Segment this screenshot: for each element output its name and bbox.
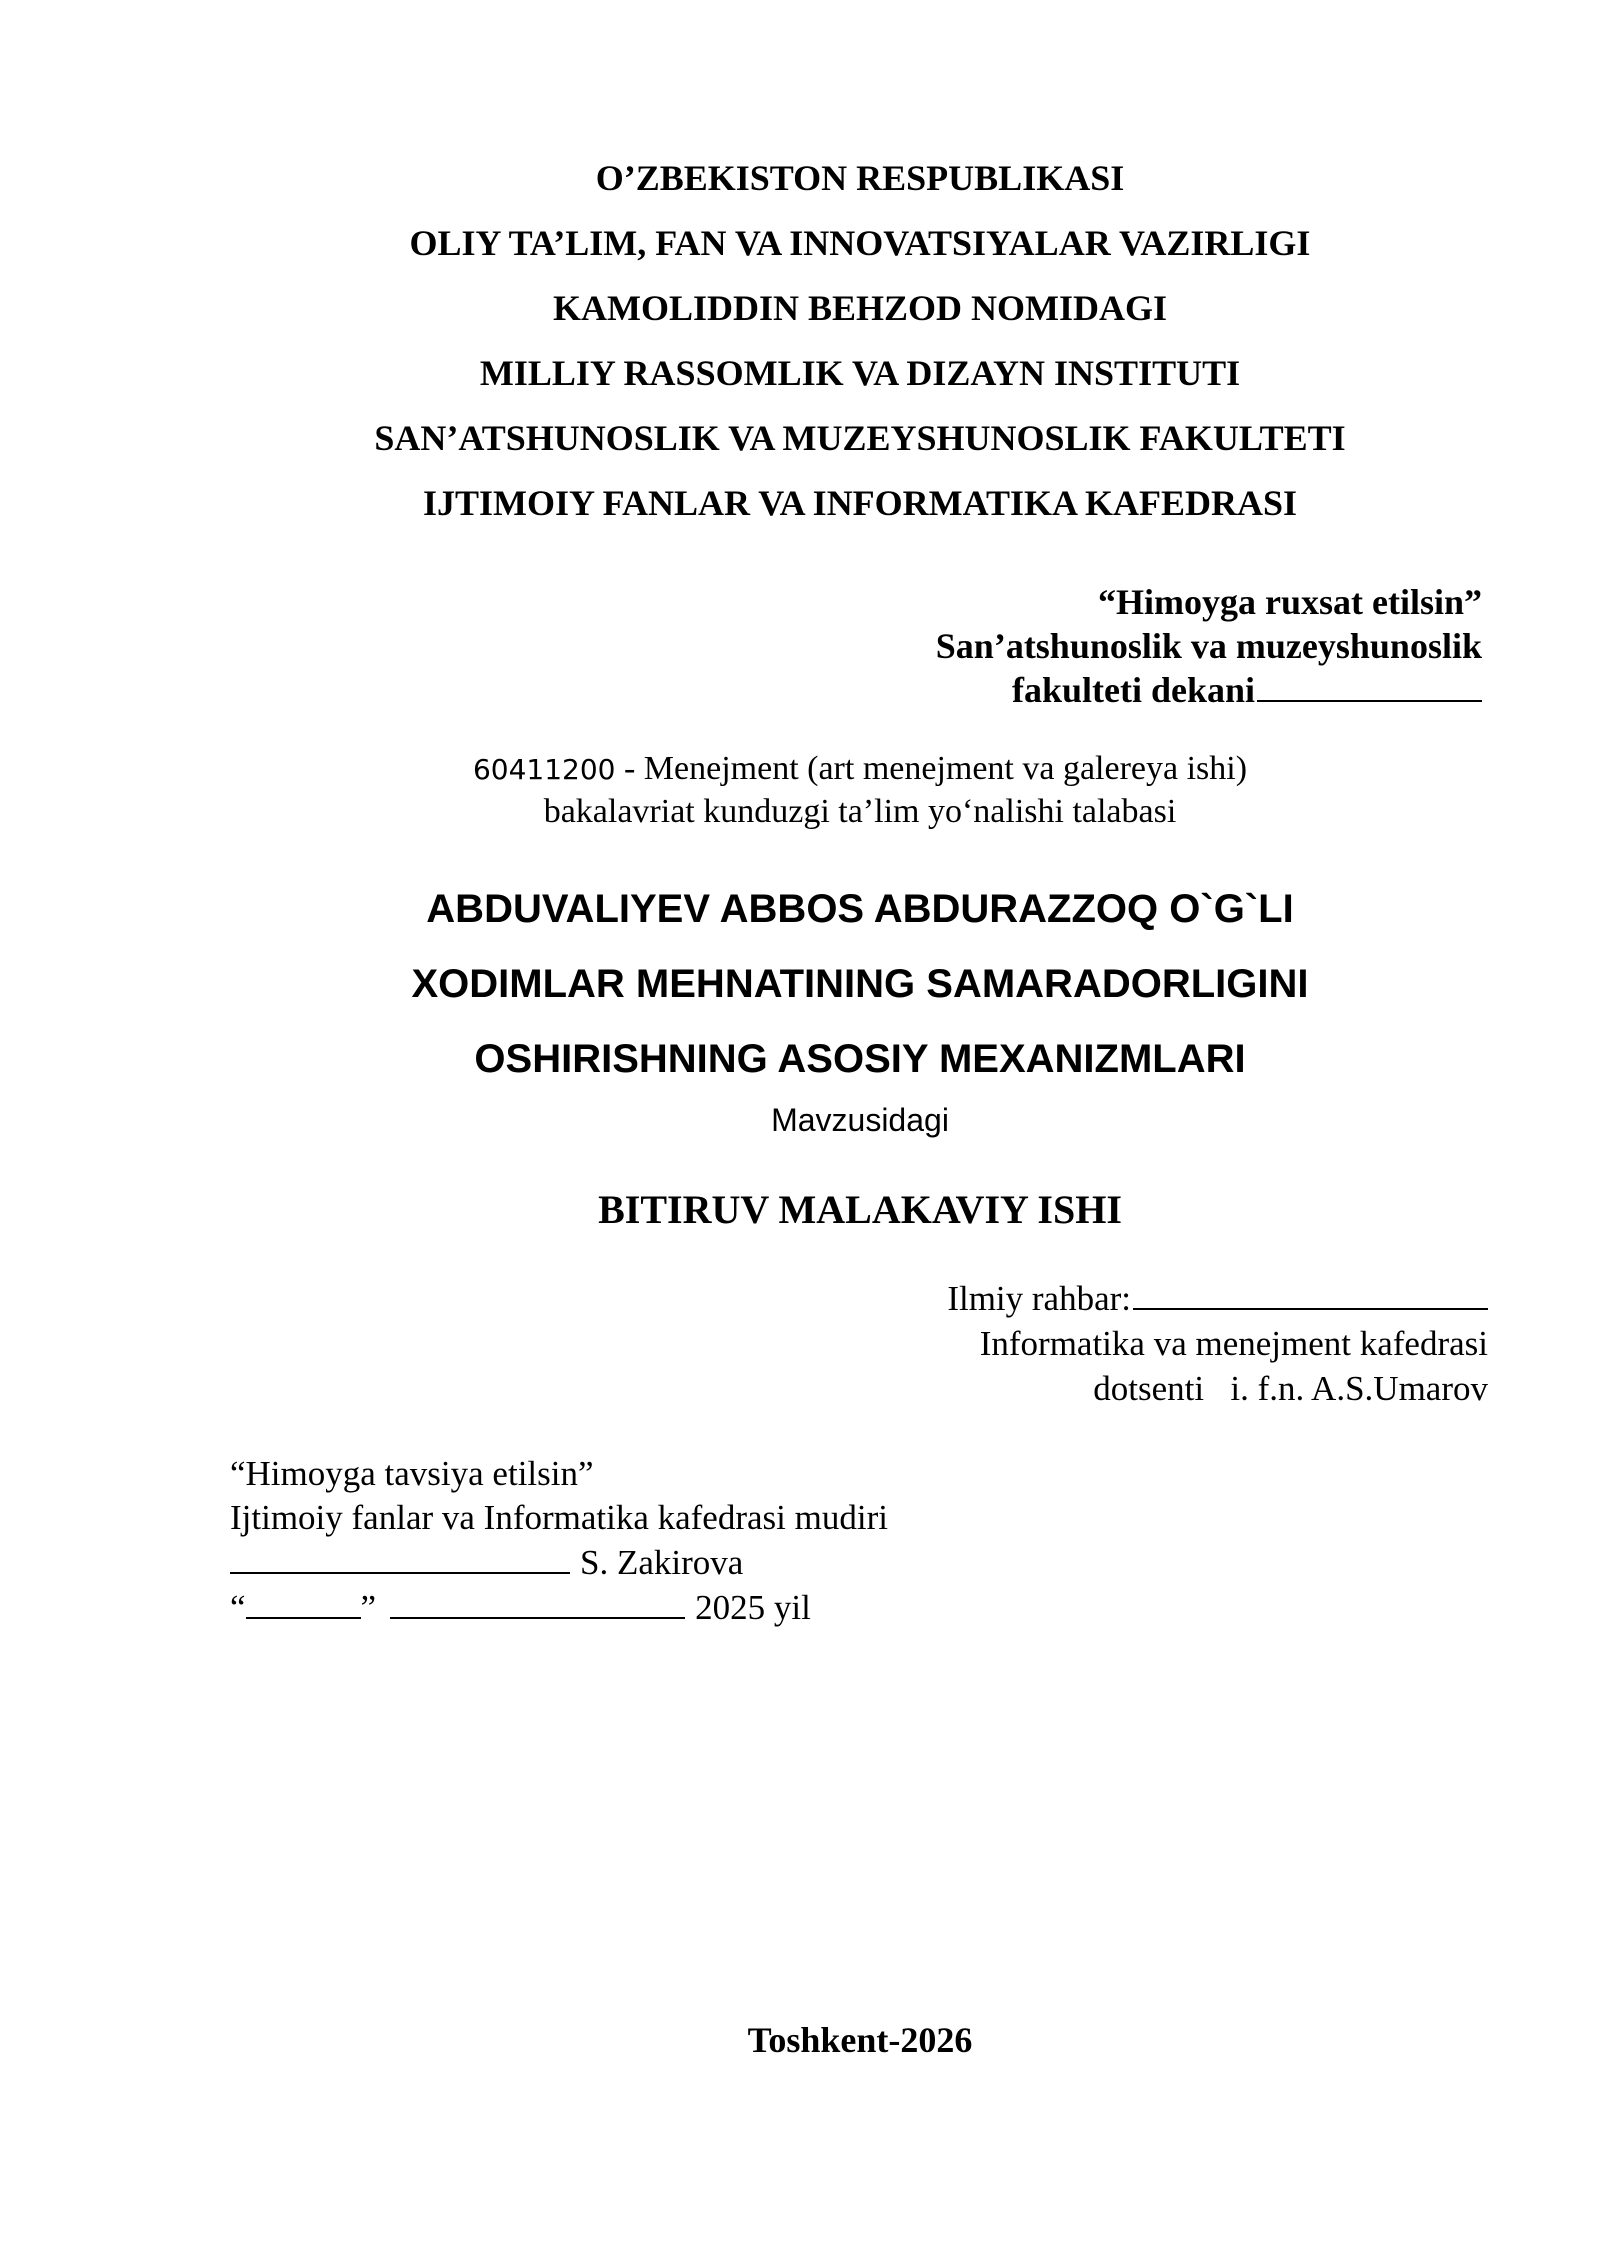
recommendation-date-row (230, 1585, 888, 1630)
header-faculty: SAN’ATSHUNOSLIK VA MUZEYSHUNOSLIK FAKULTETI (374, 418, 1346, 458)
topic-line-1: XODIMLAR MEHNATINING SAMARADORLIGINI (411, 962, 1309, 1006)
header-named-after: KAMOLIDDIN BEHZOD NOMIDAGI (552, 288, 1168, 328)
date-month-line (390, 1585, 685, 1619)
specialty-code: 60411200 (472, 753, 616, 786)
supervisor-info (947, 1276, 1488, 1411)
topic-line-2: OSHIRISHNING ASOSIY MEXANIZMLARI (474, 1037, 1246, 1081)
header-country: O’ZBEKISTON RESPUBLIKASI (595, 158, 1125, 198)
supervisor-signature-line (1133, 1276, 1488, 1310)
specialty-line (0, 748, 1600, 791)
supervisor-department: Informatika va menejment kafedrasi (979, 1324, 1488, 1363)
date-close-quote: ” (360, 1588, 377, 1627)
thesis-title-block (0, 872, 1600, 1097)
date-year: 2025 yil (695, 1588, 811, 1627)
header-ministry: OLIY TA’LIM, FAN VA INNOVATSIYALAR VAZIRLIGI (409, 223, 1311, 263)
topic-suffix: Mavzusidagi (771, 1102, 949, 1138)
date-day-line (246, 1585, 361, 1619)
supervisor-label: Ilmiy rahbar: (947, 1279, 1131, 1318)
supervisor-label-line (947, 1276, 1488, 1321)
approval-dean-line (936, 668, 1482, 712)
student-name: ABDUVALIYEV ABBOS ABDURAZZOQ O`G`LI (426, 887, 1294, 931)
approval-dean-label: fakulteti dekani (1011, 670, 1255, 710)
work-type-title: BITIRUV MALAKAVIY ISHI (598, 1187, 1122, 1232)
recommendation-head-title: Ijtimoiy fanlar va Informatika kafedrasi mudiri (230, 1498, 888, 1537)
department-recommendation (230, 1452, 888, 1630)
approval-faculty: San’atshunoslik va muzeyshunoslik (935, 626, 1482, 666)
specialty-study-form: bakalavriat kunduzgi ta’lim yo‘nalishi talabasi (543, 793, 1177, 830)
institution-header (0, 146, 1600, 536)
head-signature-line (230, 1540, 570, 1574)
approval-title: “Himoyga ruxsat etilsin” (1098, 582, 1482, 622)
dean-approval (936, 580, 1482, 712)
supervisor-name: dotsenti i. f.n. A.S.Umarov (1093, 1369, 1488, 1408)
specialty-info (0, 748, 1600, 833)
head-name: S. Zakirova (580, 1543, 744, 1582)
header-institute: MILLIY RASSOMLIK VA DIZAYN INSTITUTI (479, 353, 1241, 393)
recommendation-signature-row (230, 1540, 888, 1585)
date-open-quote: “ (230, 1588, 246, 1627)
city-year: Toshkent-2026 (747, 2020, 973, 2060)
header-department: IJTIMOIY FANLAR VA INFORMATIKA KAFEDRASI (422, 483, 1298, 523)
dean-signature-line (1257, 668, 1482, 702)
specialty-name: - Menejment (art menejment va galereya ishi) (615, 750, 1248, 787)
recommendation-title: “Himoyga tavsiya etilsin” (230, 1454, 594, 1493)
